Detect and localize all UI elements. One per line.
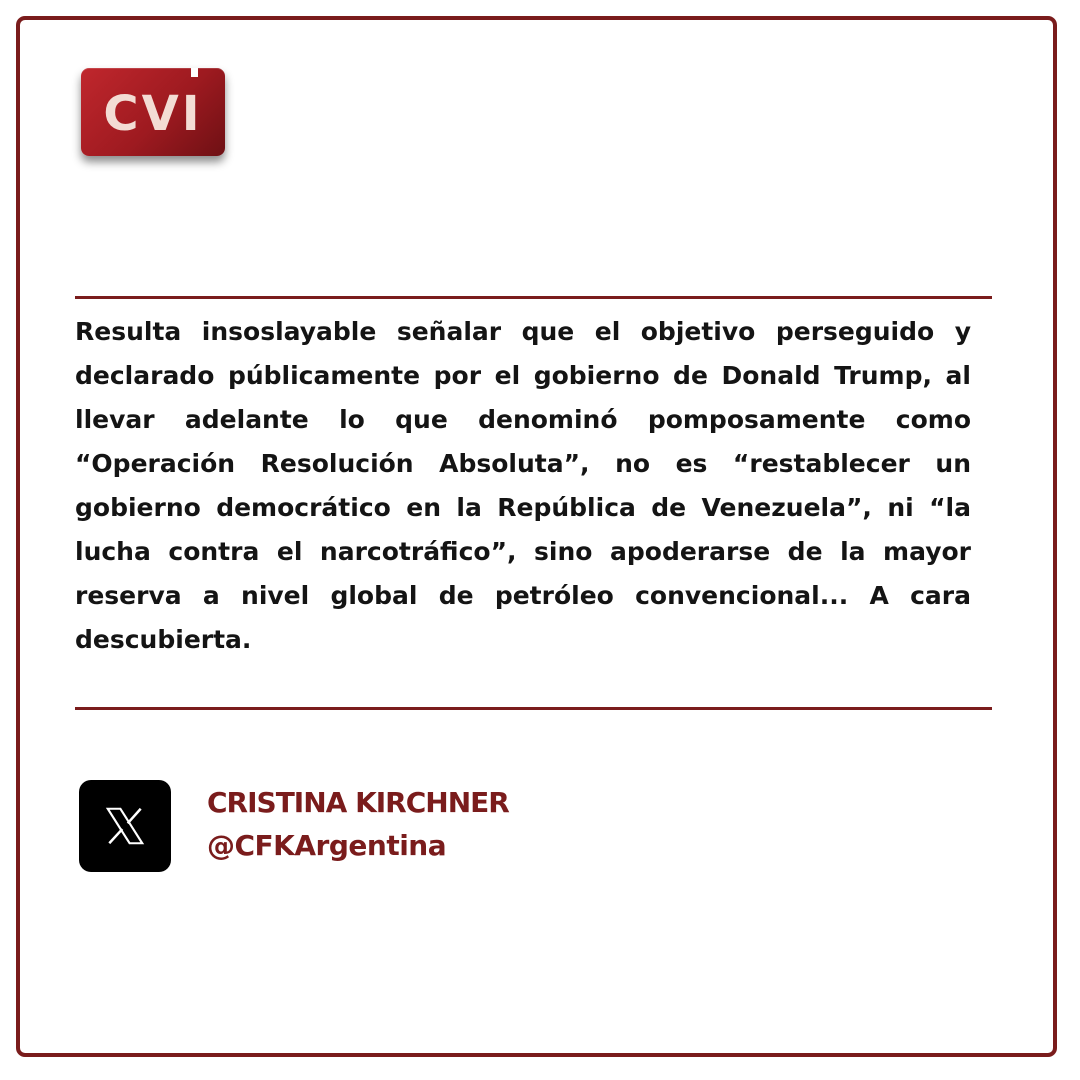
x-glyph-icon bbox=[102, 803, 148, 849]
author-handle: @CFKArgentina bbox=[207, 829, 447, 862]
top-divider bbox=[75, 296, 992, 299]
quote-text: Resulta insoslayable señalar que el objetivo perseguido y declarado públicamente por el gobierno de Donald Trump, al llevar adelante lo que denominó pomposamente como “Operación Resolución Absoluta”, no es “restablecer un gobierno democrático en la República de Venezuela”, ni “la lucha contra el narcotráfico”, sino apoderarse de la mayor reserva a nivel global de petróleo convencional... A cara descubierta. bbox=[75, 317, 971, 654]
logo-notch bbox=[191, 68, 198, 77]
cvi-logo bbox=[81, 68, 225, 156]
bottom-divider bbox=[75, 707, 992, 710]
author-name: CRISTINA KIRCHNER bbox=[207, 786, 509, 819]
logo-text: CVI bbox=[103, 86, 203, 142]
x-logo-icon bbox=[79, 780, 171, 872]
